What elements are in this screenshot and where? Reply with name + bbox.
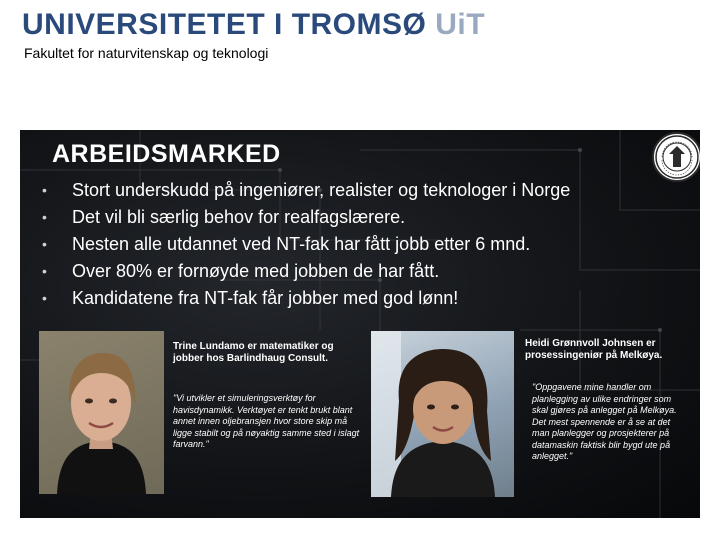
bullet-text: Kandidatene fra NT-fak får jobber med god lønn! — [72, 288, 459, 308]
bullet-dot: • — [42, 263, 47, 279]
bullet-item — [42, 205, 570, 232]
bullet-dot: • — [42, 236, 47, 252]
bullet-list — [42, 178, 570, 313]
university-logo-title — [22, 8, 485, 42]
university-name: UNIVERSITETET I TROMSØ — [22, 8, 427, 41]
bullet-text: Det vil bli særlig behov for realfagslærere. — [72, 207, 406, 227]
bullet-text: Nesten alle utdannet ved NT-fak har fått jobb etter 6 mnd. — [72, 234, 531, 254]
profile-1-title: Trine Lundamo er matematiker og jobber hos Barlindhaug Consult. — [173, 341, 334, 364]
bullet-dot: • — [42, 209, 47, 225]
profile-photo-2 — [371, 331, 514, 497]
bullet-dot: • — [42, 290, 47, 306]
bullet-text: Over 80% er fornøyde med jobben de har fått. — [72, 261, 440, 281]
bullet-item — [42, 232, 570, 259]
profile-2-title: Heidi Grønnvoll Johnsen er prosessingeniør på Melkøya. — [525, 338, 663, 361]
bullet-text: Stort underskudd på ingeniører, realister og teknologer i Norge — [72, 180, 571, 200]
bullet-item — [42, 259, 570, 286]
bullet-item — [42, 286, 570, 313]
slide-heading: ARBEIDSMARKED — [52, 140, 281, 168]
university-abbr: UiT — [435, 8, 486, 41]
university-seal-icon — [652, 132, 700, 182]
profile-photo-1 — [39, 331, 164, 494]
profile-1-quote: "Vi utvikler et simuleringsverktøy for havisdynamikk. Verktøyet er tenkt brukt blant annet innen oljebransjen hvor store skip må ligge stabilt og på nøyaktig samme sted i islagt farvann." — [173, 393, 360, 449]
bullet-item — [42, 178, 570, 205]
profile-2-quote: "Oppgavene mine handler om planlegging av ulike endringer som skal gjøres på anlegget på Melkøya. Det mest spennende er å se at det man planlegger og prosjekterer på datamaskin faktisk blir bygd ute på anlegget." — [532, 382, 677, 461]
bullet-dot: • — [42, 182, 47, 198]
faculty-name: Fakultet for naturvitenskap og teknologi — [24, 45, 269, 61]
